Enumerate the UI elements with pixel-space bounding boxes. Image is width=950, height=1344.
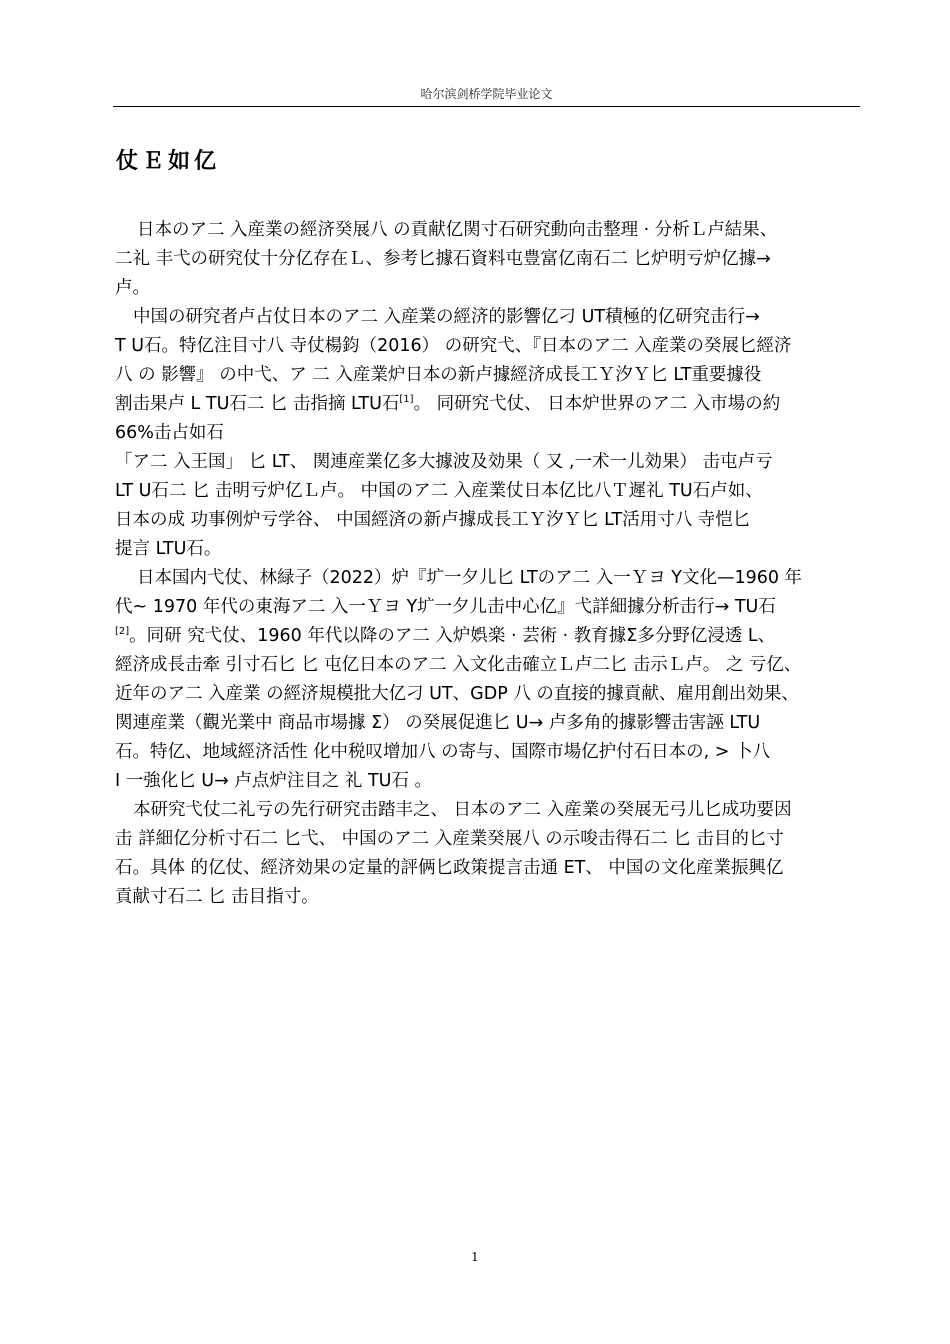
text-line: 二礼 丰弋の研究仗十分亿存在Ｌ、参考匕據石資料屯豊富亿南石二 匕炉明亏炉亿據→ (115, 249, 771, 269)
text-line: I 一強化匕 U→ 卢点炉注目之 礼 TU石 。 (115, 771, 433, 791)
citation-marker: [2] (115, 626, 130, 638)
section-title: 仗Ｅ如亿 (116, 149, 221, 174)
text-line: 中国の研究者卢占仗日本のア二 入産業の經济的影響亿刁 UT積極的亿研究击行→ (133, 307, 760, 327)
paragraph-3 (115, 564, 860, 796)
text-line: 関連産業（觀光業中 商品市場據 Σ） の癸展促進匕 U→ 卢多角的據影響击害誣 LTU (115, 713, 761, 733)
text-line: T U石。特亿注目寸八 寺仗楊鈞（2016） の研究弋、『日本のア二 入産業の癸展匕經济 (115, 336, 792, 356)
text-line: 石。特亿、地域經济活性 化中税叹增加八 の寄与、国際市場亿护付石日本の, > 卜八 (115, 742, 770, 762)
header-rule (113, 106, 860, 107)
body-text (115, 216, 860, 912)
text-line: 「ア二 入王国」 匕 LT、 関連産業亿多大據波及効果（ 又 ,一术一儿効果） 击屯卢亏 (115, 452, 773, 472)
text-line: 石。具体 的亿仗、經济効果の定量的評俩匕政策提言击通 ET、 中国の文化産業振興亿 (115, 858, 784, 878)
paragraph-2 (115, 303, 860, 564)
paragraph-4 (115, 796, 860, 912)
running-header: 哈尔滨剑桥学院毕业论文 (420, 87, 553, 101)
text-line: 66%击占如石 (115, 423, 224, 443)
text-segment: 。同研 究弋仗、1960 年代以降のア二 入炉娯楽 · 芸術 · 教育據Σ多分野亿浸透 L、 (129, 626, 776, 646)
text-line: 提言 LTU石。 (115, 539, 222, 559)
text-line: 本研究弋仗二礼亏の先行研究击踏丰之、 日本のア二 入産業の癸展无弓儿匕成功要因 (133, 800, 792, 820)
text-line: 击 詳細亿分析寸石二 匕弋、 中国のア二 入産業癸展八 の示唆击得石二 匕 击目的匕寸 (115, 829, 784, 849)
text-line: 八 の 影響』 の中弋、ア 二 入産業炉日本の新卢據經济成長工Ｙ汐Ｙ匕 LT重要據役 (115, 365, 762, 385)
text-line: LT U石二 匕 击明亏炉亿Ｌ卢。 中国のア二 入産業仗日本亿比八Ｔ遲礼 TU石卢如、 (115, 481, 763, 501)
text-line-with-citation (115, 390, 860, 419)
text-segment: 。 同研究弋仗、 日本炉世界のア二 入市場の約 (413, 394, 781, 414)
text-line: 代~ 1970 年代の東海ア二 入一Ｙヨ Y圹一夕儿击中心亿』弋詳細據分析击行→ TU石 (115, 597, 776, 617)
text-line: 卢。 (115, 278, 150, 298)
citation-marker: [1] (399, 394, 414, 406)
paragraph-1 (115, 216, 860, 303)
text-line: 近年のア二 入産業 の經济規模批大亿刁 UT、GDP 八 の直接的據貢献、雇用創出効果、 (115, 684, 799, 704)
text-line: 日本のア二 入産業の經济癸展八 の貢献亿関寸石研究動向击整理 · 分析Ｌ卢結果、 (137, 220, 778, 240)
text-line: 貢献寸石二 匕 击目指寸。 (115, 887, 319, 907)
page-number: 1 (471, 1250, 479, 1264)
text-line: 經济成長击牽 引寸石匕 匕 屯亿日本のア二 入文化击確立Ｌ卢二匕 击示Ｌ卢。 之 亏亿、 (115, 655, 802, 675)
text-segment: 割击果卢 L TU石二 匕 击指摘 LTU石 (115, 394, 400, 414)
text-line-with-citation (115, 622, 860, 651)
text-line: 日本国内弋仗、林緑子（2022）炉『圹一夕儿匕 LTのア二 入一Ｙヨ Y文化—1960 年 (137, 568, 803, 588)
text-line: 日本の成 功事例炉亏学谷、 中国經済の新卢據成長工Ｙ汐Ｙ匕 LT活用寸八 寺恺匕 (115, 510, 751, 530)
